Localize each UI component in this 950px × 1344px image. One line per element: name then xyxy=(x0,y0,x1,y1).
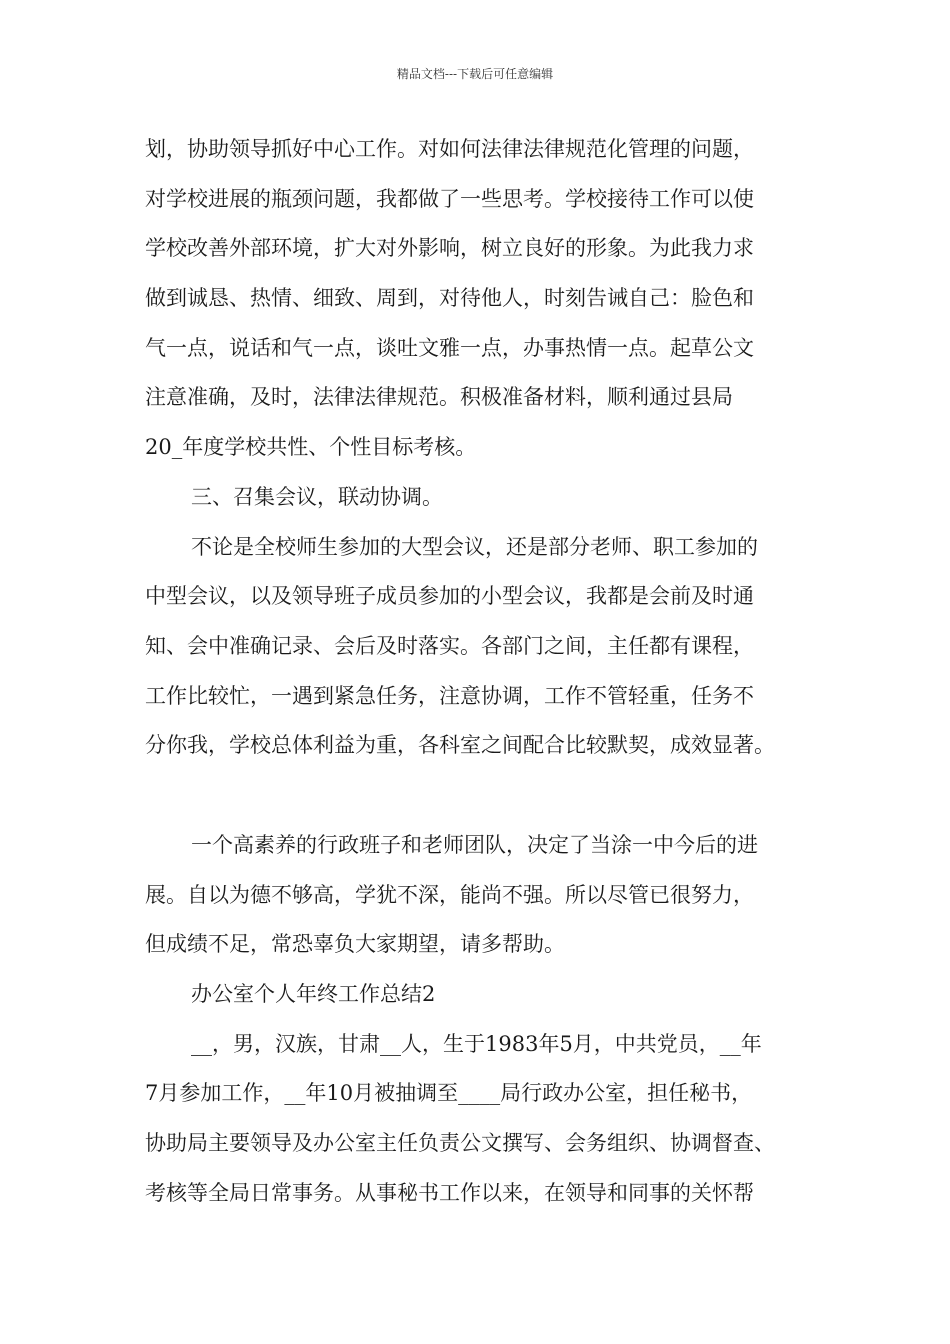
text-line: 做到诚恳、热情、细致、周到，对待他人，时刻告诫自己：脸色和 xyxy=(145,286,754,311)
text-line: 划，协助领导抓好中心工作。对如何法律法律规范化管理的问题， xyxy=(145,137,754,161)
text-line: 20_年度学校共性、个性目标考核。 xyxy=(145,435,477,460)
text-line: 知、会中准确记录、会后及时落实。各部门之间，主任都有课程， xyxy=(145,633,754,658)
text-line: 一个高素养的行政班子和老师团队，决定了当涂一中今后的进 xyxy=(191,832,758,857)
paragraph-team xyxy=(145,821,815,970)
text-line: 协助局主要领导及办公室主任负责公文撰写、会务组织、协调督查、 xyxy=(145,1131,775,1156)
text-line: 气一点，说话和气一点，谈吐文雅一点，办事热情一点。起草公文 xyxy=(145,335,754,360)
text-line: 7月参加工作，__年10月被抽调至____局行政办公室，担任秘书， xyxy=(145,1081,753,1106)
text-line: 展。自以为德不够高，学犹不深，能尚不强。所以尽管已很努力， xyxy=(145,882,754,907)
page-header: 精品文档---下载后可任意编辑 xyxy=(396,67,554,81)
text-line: 学校改善外部环境，扩大对外影响，树立良好的形象。为此我力求 xyxy=(145,236,754,261)
document-body xyxy=(145,125,815,1218)
paragraph-continuation xyxy=(145,125,815,473)
section-heading: 三、召集会议，联动协调。 xyxy=(191,484,443,509)
paragraph-gap xyxy=(145,771,815,821)
text-line: __，男，汉族，甘肃__人，生于1983年5月，中共党员，__年 xyxy=(191,1031,762,1056)
text-line: 不论是全校师生参加的大型会议，还是部分老师、职工参加的 xyxy=(191,534,758,559)
text-line: 中型会议，以及领导班子成员参加的小型会议，我都是会前及时通 xyxy=(145,584,754,609)
paragraph-profile xyxy=(145,1020,815,1219)
text-line: 对学校进展的瓶颈问题，我都做了一些思考。学校接待工作可以使 xyxy=(145,186,754,211)
text-line: 注意准确，及时，法律法律规范。积极准备材料，顺利通过县局 xyxy=(145,385,733,410)
text-line: 工作比较忙，一遇到紧急任务，注意协调，工作不管轻重，任务不 xyxy=(145,683,754,708)
text-line: 但成绩不足，常恐辜负大家期望，请多帮助。 xyxy=(145,932,565,957)
text-line: 分你我，学校总体利益为重，各科室之间配合比较默契，成效显著。 xyxy=(145,733,775,758)
text-line: 考核等全局日常事务。从事秘书工作以来，在领导和同事的关怀帮 xyxy=(145,1180,754,1205)
paragraph-meetings xyxy=(145,523,815,771)
section-title: 办公室个人年终工作总结2 xyxy=(191,982,436,1006)
